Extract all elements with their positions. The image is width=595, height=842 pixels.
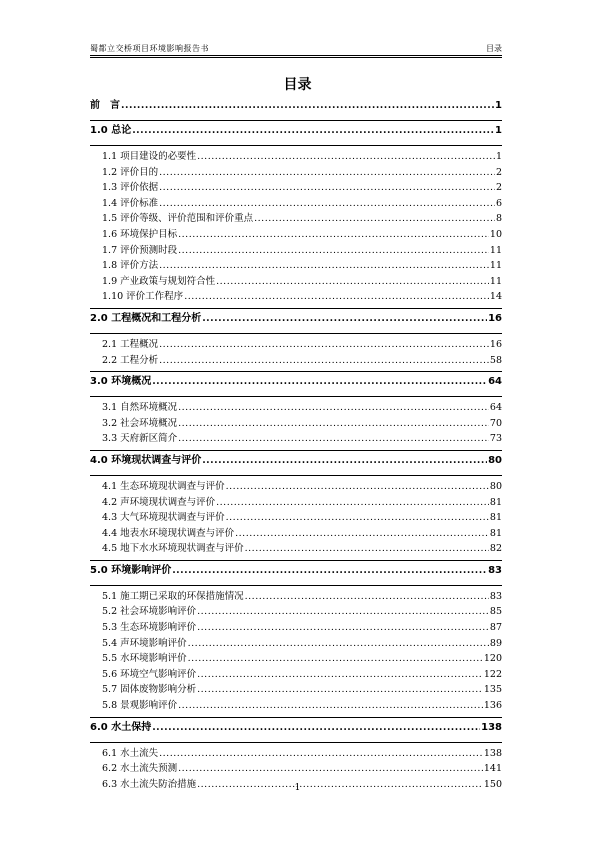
toc-section-entry[interactable] (90, 180, 502, 196)
toc-section-label: 5.4 声环境影响评价 (102, 637, 187, 649)
toc-section-page: 82 (489, 543, 502, 555)
toc-section-page: 6 (495, 197, 502, 209)
toc-leader-dots (184, 289, 489, 305)
toc-chapter-page: 1 (495, 125, 502, 136)
toc-chapter-entry[interactable] (90, 451, 502, 476)
toc-leader-dots (216, 274, 489, 290)
toc-section-page: 120 (483, 653, 502, 665)
toc-section-page: 10 (489, 228, 502, 240)
table-of-contents (90, 96, 502, 795)
toc-leader-dots (178, 431, 489, 447)
toc-section-page: 14 (489, 291, 502, 303)
toc-section-entry[interactable] (90, 289, 502, 305)
toc-leader-dots (159, 180, 495, 196)
toc-section-label: 4.2 声环境现状调查与评价 (102, 496, 216, 508)
toc-section-page: 89 (489, 637, 502, 649)
toc-section-entry[interactable] (90, 651, 502, 667)
toc-section-label: 5.6 环境空气影响评价 (102, 668, 197, 680)
page-number: 1 (294, 783, 301, 793)
header-document-title: 蜀都立交桥项目环境影响报告书 (90, 44, 209, 53)
toc-section-page: 136 (483, 700, 502, 712)
toc-chapter-entry[interactable] (90, 561, 502, 586)
toc-chapter-entry[interactable] (90, 121, 502, 146)
toc-section-page: 58 (489, 354, 502, 366)
toc-leader-dots (188, 651, 483, 667)
toc-section-page: 64 (489, 402, 502, 414)
toc-leader-dots (178, 400, 489, 416)
toc-section-entry[interactable] (90, 243, 502, 259)
toc-section-label: 6.1 水土流失 (102, 747, 159, 759)
toc-leader-dots (197, 682, 483, 698)
toc-section-label: 5.1 施工期已采取的环保措施情况 (102, 590, 244, 602)
toc-leader-dots (226, 479, 489, 495)
toc-title: 目录 (283, 77, 312, 93)
toc-chapter-entry[interactable] (90, 718, 502, 743)
toc-leader-dots (216, 495, 489, 511)
toc-section-page: 135 (483, 684, 502, 696)
toc-leader-dots (197, 604, 489, 620)
toc-leader-dots (245, 541, 489, 557)
toc-chapter-page: 16 (488, 312, 502, 324)
toc-section-entry[interactable] (90, 495, 502, 511)
toc-leader-dots (159, 746, 483, 762)
toc-section-label: 1.10 评价工作程序 (102, 291, 184, 303)
running-header (90, 40, 502, 54)
toc-section-label: 6.3 水土流失防治措施 (102, 778, 197, 790)
toc-chapter-entry[interactable] (90, 372, 502, 397)
toc-section-entry[interactable] (90, 698, 502, 714)
toc-section-entry[interactable] (90, 510, 502, 526)
toc-section-entry[interactable] (90, 274, 502, 290)
toc-section-label: 5.7 固体废物影响分析 (102, 684, 197, 696)
toc-section-page: 87 (489, 622, 502, 634)
toc-section-group (90, 586, 502, 718)
toc-leader-dots (235, 526, 489, 542)
toc-section-entry[interactable] (90, 479, 502, 495)
toc-leader-dots (202, 309, 487, 329)
toc-chapter-label: 4.0 环境现状调查与评价 (90, 454, 202, 466)
toc-section-page: 8 (495, 213, 502, 225)
toc-section-entry[interactable] (90, 196, 502, 212)
toc-section-label: 5.3 生态环境影响评价 (102, 622, 197, 634)
toc-chapter-label: 3.0 环境概况 (90, 376, 152, 388)
toc-section-label: 3.2 社会环境概况 (102, 417, 178, 429)
toc-section-page: 138 (483, 747, 502, 759)
toc-section-group (90, 397, 502, 451)
toc-leader-dots (178, 416, 489, 432)
toc-leader-dots (188, 636, 489, 652)
toc-section-page: 81 (489, 512, 502, 524)
toc-leader-dots (178, 761, 483, 777)
toc-chapter-page: 80 (488, 454, 502, 466)
toc-section-label: 3.1 自然环境概况 (102, 402, 178, 414)
toc-section-label: 2.1 工程概况 (102, 338, 159, 350)
toc-leader-dots (197, 620, 489, 636)
toc-section-entry[interactable] (90, 258, 502, 274)
toc-section-entry[interactable] (90, 667, 502, 683)
toc-section-page: 150 (483, 778, 502, 790)
toc-chapter-page: 83 (488, 564, 502, 576)
toc-section-entry[interactable] (90, 682, 502, 698)
toc-chapter-page: 138 (481, 721, 502, 733)
toc-chapter-label: 1.0 总论 (90, 125, 132, 136)
toc-section-label: 1.5 评价等级、评价范围和评价重点 (102, 213, 254, 225)
toc-leader-dots (159, 337, 489, 353)
toc-section-page: 80 (489, 480, 502, 492)
toc-leader-dots (245, 589, 489, 605)
toc-section-entry[interactable] (90, 526, 502, 542)
toc-section-label: 5.8 景观影响评价 (102, 700, 178, 712)
toc-entry-preface[interactable] (90, 96, 502, 121)
toc-section-entry[interactable] (90, 604, 502, 620)
toc-section-page: 81 (489, 496, 502, 508)
toc-section-entry[interactable] (90, 431, 502, 447)
toc-leader-dots (226, 510, 489, 526)
toc-section-label: 2.2 工程分析 (102, 354, 159, 366)
toc-leader-dots (178, 227, 489, 243)
toc-entry-page: 1 (495, 100, 502, 111)
toc-leader-dots (178, 698, 483, 714)
toc-section-entry[interactable] (90, 227, 502, 243)
header-rule (90, 55, 502, 56)
toc-section-group (90, 476, 502, 561)
toc-section-page: 2 (495, 182, 502, 194)
toc-leader-dots (152, 718, 480, 738)
toc-section-label: 4.4 地表水环境现状调查与评价 (102, 527, 235, 539)
toc-chapter-page: 64 (488, 376, 502, 388)
toc-section-label: 1.1 项目建设的必要性 (102, 151, 197, 162)
toc-chapter-label: 6.0 水土保持 (90, 721, 152, 733)
toc-section-label: 1.8 评价方法 (102, 260, 159, 272)
toc-section-page: 11 (489, 244, 502, 256)
toc-section-page: 2 (495, 166, 502, 178)
toc-section-label: 1.6 环境保护目标 (102, 228, 178, 240)
toc-leader-dots (254, 211, 495, 227)
toc-section-entry[interactable] (90, 746, 502, 762)
toc-leader-dots (159, 353, 489, 369)
toc-section-entry[interactable] (90, 400, 502, 416)
toc-section-page: 122 (483, 668, 502, 680)
toc-section-label: 3.3 天府新区简介 (102, 433, 178, 445)
toc-leader-dots (159, 165, 495, 181)
toc-section-entry[interactable] (90, 620, 502, 636)
toc-section-entry[interactable] (90, 165, 502, 181)
toc-section-page: 70 (489, 417, 502, 429)
toc-section-page: 11 (489, 275, 502, 287)
toc-chapter-entry[interactable] (90, 309, 502, 334)
toc-section-page: 141 (483, 763, 502, 775)
toc-chapter-label: 5.0 环境影响评价 (90, 564, 172, 576)
toc-leader-dots (178, 243, 489, 259)
toc-section-page: 81 (489, 527, 502, 539)
toc-section-label: 1.7 评价预测时段 (102, 244, 178, 256)
toc-leader-dots (159, 196, 495, 212)
toc-leader-dots (197, 667, 483, 683)
toc-section-entry[interactable] (90, 761, 502, 777)
toc-section-entry[interactable] (90, 353, 502, 369)
toc-section-label: 1.2 评价目的 (102, 166, 159, 178)
toc-section-label: 4.1 生态环境现状调查与评价 (102, 480, 225, 492)
toc-leader-dots (172, 561, 487, 581)
toc-section-entry[interactable] (90, 149, 502, 165)
toc-section-label: 5.5 水环境影响评价 (102, 653, 187, 665)
toc-leader-dots (121, 96, 494, 116)
toc-section-page: 85 (489, 606, 502, 618)
header-section-name: 目录 (486, 44, 502, 53)
toc-section-entry[interactable] (90, 416, 502, 432)
toc-section-page: 73 (489, 433, 502, 445)
toc-section-label: 6.2 水土流失预测 (102, 763, 178, 775)
toc-section-entry[interactable] (90, 337, 502, 353)
toc-section-group (90, 146, 502, 309)
toc-section-entry[interactable] (90, 211, 502, 227)
toc-leader-dots (152, 372, 487, 392)
toc-entry-label: 前 言 (90, 100, 120, 111)
toc-section-entry[interactable] (90, 636, 502, 652)
toc-leader-dots (197, 149, 495, 165)
header-rule-thin (90, 57, 502, 58)
toc-leader-dots (202, 451, 487, 471)
toc-section-label: 5.2 社会环境影响评价 (102, 606, 197, 618)
toc-section-page: 83 (489, 590, 502, 602)
toc-section-page: 16 (489, 338, 502, 350)
toc-section-group (90, 334, 502, 372)
toc-section-entry[interactable] (90, 589, 502, 605)
toc-leader-dots (132, 121, 494, 141)
toc-section-label: 1.4 评价标准 (102, 197, 159, 209)
toc-section-label: 4.3 大气环境现状调查与评价 (102, 512, 225, 524)
toc-leader-dots (159, 258, 489, 274)
toc-section-entry[interactable] (90, 541, 502, 557)
toc-section-label: 4.5 地下水水环境现状调查与评价 (102, 543, 244, 555)
toc-section-label: 1.9 产业政策与规划符合性 (102, 275, 216, 287)
toc-section-page: 11 (489, 260, 502, 272)
toc-chapter-label: 2.0 工程概况和工程分析 (90, 312, 202, 324)
toc-section-page: 1 (495, 151, 502, 162)
toc-section-label: 1.3 评价依据 (102, 182, 159, 194)
